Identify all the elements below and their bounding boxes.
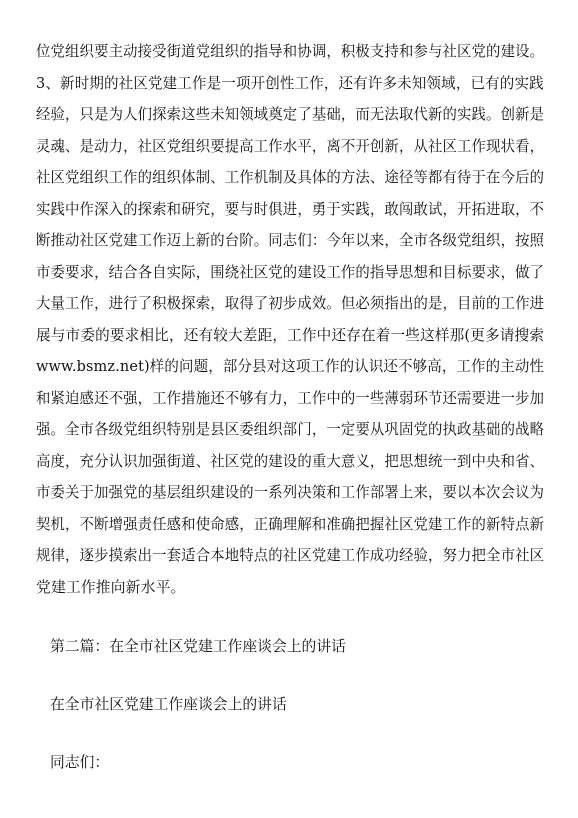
body-line: 位党组织要主动接受街道党组织的指导和协调，积极支持和参与社区党的建设。 xyxy=(36,43,545,60)
body-line: 经验，只是为人们探索这些未知领域奠定了基础，而无法取代新的实践。创新是 xyxy=(36,106,545,123)
speech-title: 在全市社区党建工作座谈会上的讲话 xyxy=(50,696,287,713)
section-heading: 第二篇：在全市社区党建工作座谈会上的讲话 xyxy=(50,638,346,655)
body-line: 高度，充分认识加强街道、社区党的建设的重大意义，把思想统一到中央和省、 xyxy=(36,452,545,470)
body-line: www.bsmz.net)样的问题，部分县对这项工作的认识还不够高，工作的主动性 xyxy=(36,358,545,375)
body-paragraph xyxy=(36,36,544,603)
body-line: 规律，逐步摸索出一套适合本地特点的社区党建工作成功经验，努力把全市社区 xyxy=(36,547,545,564)
body-line: 和紧迫感还不强，工作措施还不够有力，工作中的一些薄弱环节还需要进一步加 xyxy=(36,389,545,407)
body-line: 强。全市各级党组织特别是县区委组织部门，一定要从巩固党的执政基础的战略 xyxy=(36,421,545,438)
body-line: 市委要求，结合各自实际，围绕社区党的建设工作的指导思想和目标要求，做了 xyxy=(36,263,545,281)
body-line: 断推动社区党建工作迈上新的台阶。同志们：今年以来，全市各级党组织，按照 xyxy=(36,232,545,249)
body-line: 展与市委的要求相比，还有较大差距，工作中还存在着一些这样那(更多请搜索 xyxy=(36,326,545,344)
body-line: 市委关于加强党的基层组织建设的一系列决策和工作部署上来，要以本次会议为 xyxy=(36,484,545,501)
body-line: 契机，不断增强责任感和使命感，正确理解和准确把握社区党建工作的新特点新 xyxy=(36,515,545,533)
body-line: 实践中作深入的探索和研究，要与时俱进，勇于实践，敢闯敢试，开拓进取，不 xyxy=(36,200,545,218)
body-line: 党建工作推向新水平。 xyxy=(36,578,186,596)
body-line: 社区党组织工作的组织体制、工作机制及具体的方法、途径等都有待于在今后的 xyxy=(36,169,545,186)
body-line: 3、新时期的社区党建工作是一项开创性工作，还有许多未知领域，已有的实践 xyxy=(36,74,544,92)
body-line: 灵魂、是动力，社区党组织要提高工作水平，离不开创新，从社区工作现状看， xyxy=(36,137,545,155)
body-line: 大量工作，进行了积极探索，取得了初步成效。但必须指出的是，目前的工作进 xyxy=(36,295,545,312)
salutation: 同志们： xyxy=(50,754,110,771)
